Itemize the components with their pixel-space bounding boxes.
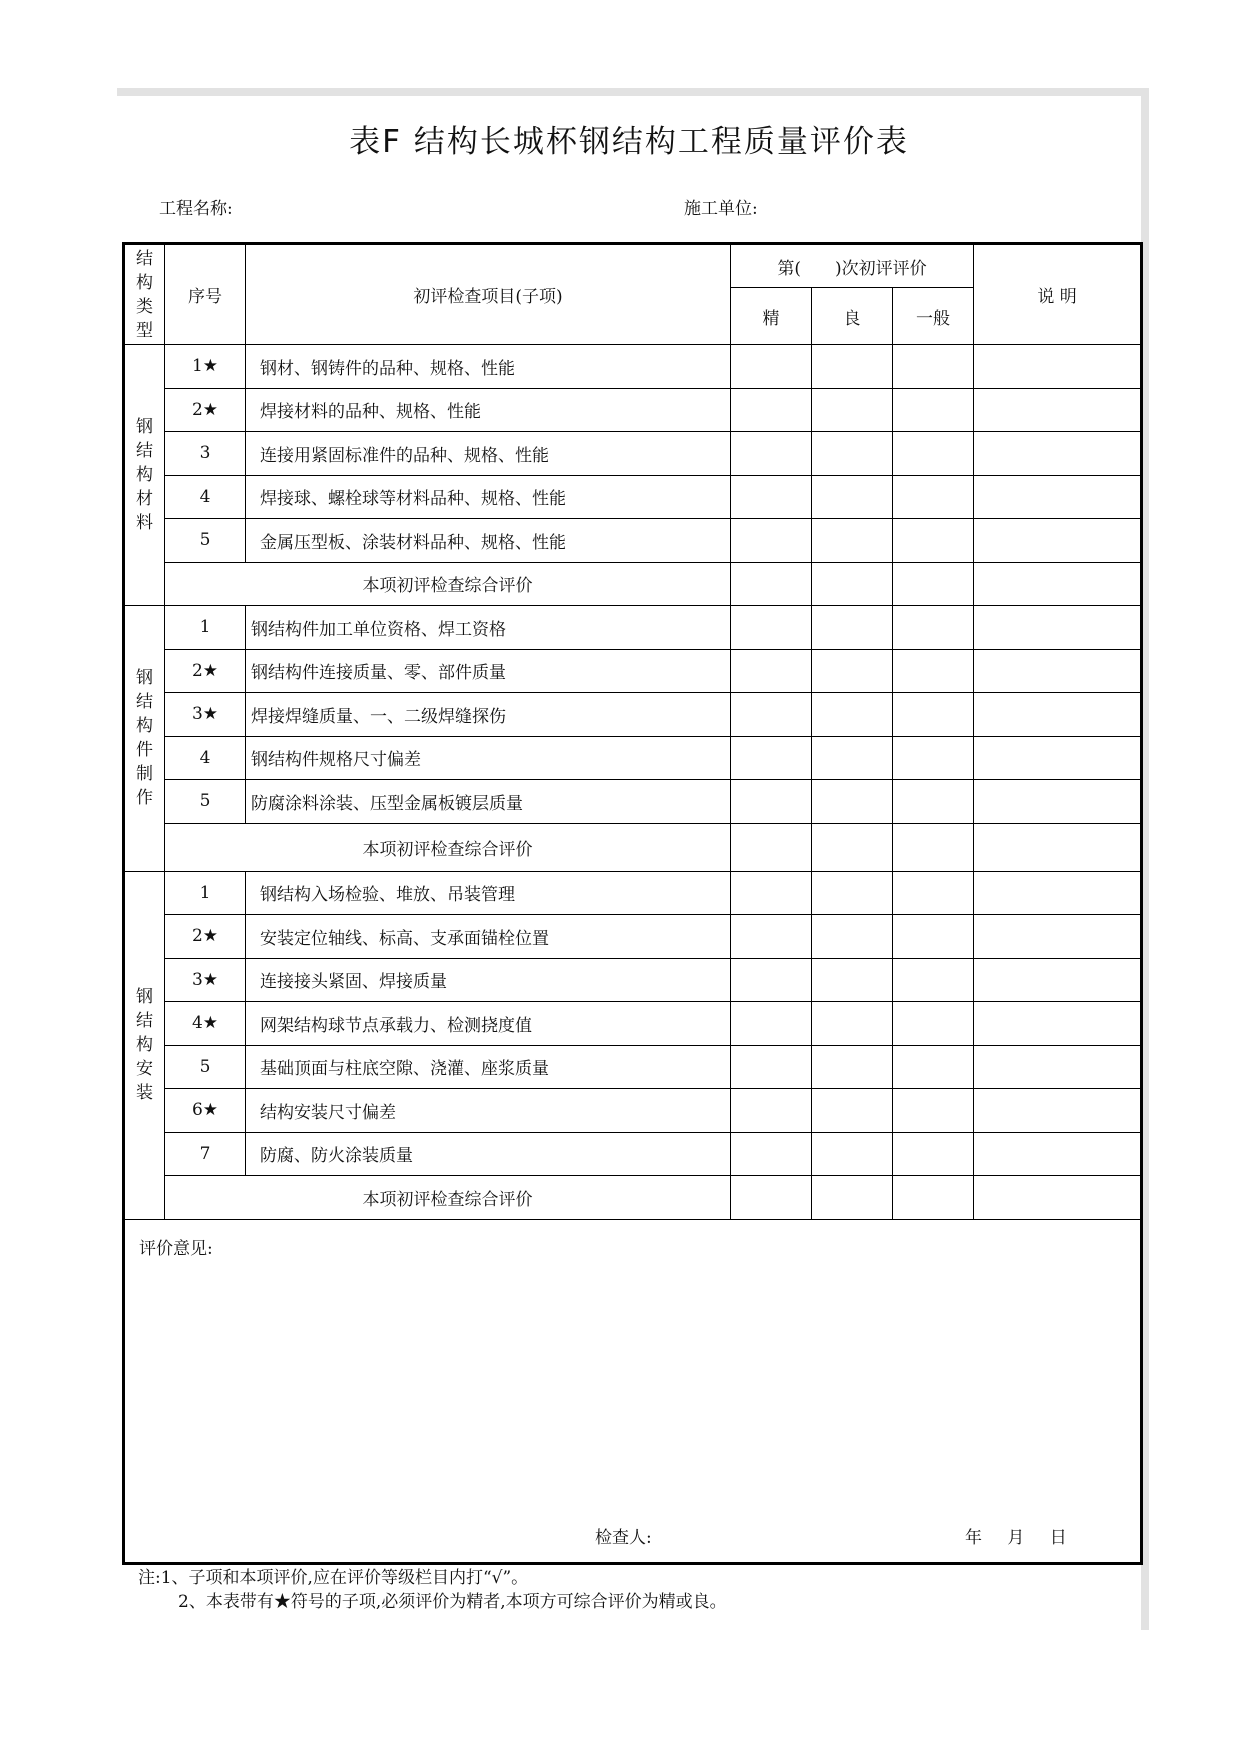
- row-item: 钢结构件规格尺寸偏差: [246, 736, 731, 780]
- header-grade-good: 良: [812, 288, 893, 345]
- grade-average-cell[interactable]: [893, 693, 974, 737]
- grade-average-cell[interactable]: [893, 871, 974, 915]
- comments-area[interactable]: [124, 1219, 1142, 1563]
- grade-average-cell[interactable]: [893, 1045, 974, 1089]
- evaluation-table: [122, 242, 1143, 1565]
- row-seq: 5: [165, 519, 246, 563]
- grade-good-cell[interactable]: [812, 1045, 893, 1089]
- grade-excellent-cell[interactable]: [731, 1132, 812, 1176]
- remarks-cell[interactable]: [974, 606, 1142, 650]
- grade-good-cell[interactable]: [812, 693, 893, 737]
- row-seq: 1: [165, 871, 246, 915]
- row-seq: 4: [165, 736, 246, 780]
- grade-average-cell[interactable]: [893, 519, 974, 563]
- summary-label: 本项初评检查综合评价: [165, 1176, 731, 1220]
- grade-average-cell[interactable]: [893, 823, 974, 871]
- table-row: [124, 1132, 1142, 1176]
- remarks-cell[interactable]: [974, 345, 1142, 389]
- table-row: [124, 519, 1142, 563]
- grade-good-cell[interactable]: [812, 475, 893, 519]
- row-seq: 5: [165, 780, 246, 824]
- grade-excellent-cell[interactable]: [731, 1089, 812, 1133]
- row-item: 钢结构入场检验、堆放、吊装管理: [246, 871, 731, 915]
- grade-excellent-cell[interactable]: [731, 345, 812, 389]
- grade-good-cell[interactable]: [812, 606, 893, 650]
- grade-average-cell[interactable]: [893, 958, 974, 1002]
- grade-good-cell[interactable]: [812, 519, 893, 563]
- grade-good-cell[interactable]: [812, 432, 893, 476]
- section-name: 钢 结 构 材 料: [124, 345, 165, 606]
- remarks-cell[interactable]: [974, 1132, 1142, 1176]
- grade-average-cell[interactable]: [893, 432, 974, 476]
- comments-row: [124, 1219, 1142, 1563]
- row-seq: 2★: [165, 388, 246, 432]
- grade-average-cell[interactable]: [893, 388, 974, 432]
- row-item: 防腐、防火涂装质量: [246, 1132, 731, 1176]
- summary-row: [124, 1176, 1142, 1220]
- grade-excellent-cell[interactable]: [731, 519, 812, 563]
- remarks-cell[interactable]: [974, 780, 1142, 824]
- grade-good-cell[interactable]: [812, 1176, 893, 1220]
- grade-good-cell[interactable]: [812, 958, 893, 1002]
- row-seq: 2★: [165, 649, 246, 693]
- row-seq: 7: [165, 1132, 246, 1176]
- remarks-cell[interactable]: [974, 693, 1142, 737]
- remarks-cell[interactable]: [974, 958, 1142, 1002]
- remarks-cell[interactable]: [974, 475, 1142, 519]
- grade-excellent-cell[interactable]: [731, 958, 812, 1002]
- grade-excellent-cell[interactable]: [731, 780, 812, 824]
- table-row: [124, 780, 1142, 824]
- row-seq: 3★: [165, 693, 246, 737]
- table-row: [124, 871, 1142, 915]
- comments-label: 评价意见:: [139, 1238, 213, 1259]
- table-row: [124, 388, 1142, 432]
- note-2: 2、本表带有★符号的子项,必须评价为精者,本项方可综合评价为精或良。: [178, 1592, 727, 1612]
- row-item: 焊接球、螺栓球等材料品种、规格、性能: [246, 475, 731, 519]
- contractor-label: 施工单位:: [684, 199, 758, 219]
- remarks-cell[interactable]: [974, 1045, 1142, 1089]
- section-name: 钢 结 构 件 制 作: [124, 606, 165, 872]
- notes: [138, 1566, 727, 1614]
- header-grade-excellent: 精: [731, 288, 812, 345]
- note-1: 注:1、子项和本项评价,应在评价等级栏目内打“√”。: [138, 1568, 529, 1588]
- grade-excellent-cell[interactable]: [731, 823, 812, 871]
- header-grade-average: 一般: [893, 288, 974, 345]
- grade-average-cell[interactable]: [893, 780, 974, 824]
- table-row: [124, 345, 1142, 389]
- row-seq: 2★: [165, 915, 246, 959]
- grade-average-cell[interactable]: [893, 1089, 974, 1133]
- row-item: 防腐涂料涂装、压型金属板镀层质量: [246, 780, 731, 824]
- grade-average-cell[interactable]: [893, 736, 974, 780]
- row-item: 安装定位轴线、标高、支承面锚栓位置: [246, 915, 731, 959]
- date-label: 年 月 日: [965, 1527, 1067, 1548]
- grade-good-cell[interactable]: [812, 871, 893, 915]
- remarks-cell[interactable]: [974, 1002, 1142, 1046]
- remarks-cell[interactable]: [974, 388, 1142, 432]
- row-item: 连接接头紧固、焊接质量: [246, 958, 731, 1002]
- grade-good-cell[interactable]: [812, 649, 893, 693]
- grade-excellent-cell[interactable]: [731, 1176, 812, 1220]
- grade-good-cell[interactable]: [812, 915, 893, 959]
- grade-good-cell[interactable]: [812, 562, 893, 606]
- table-row: [124, 1002, 1142, 1046]
- grade-excellent-cell[interactable]: [731, 1045, 812, 1089]
- header-remarks: 说 明: [974, 244, 1142, 345]
- row-seq: 5: [165, 1045, 246, 1089]
- summary-row: [124, 823, 1142, 871]
- grade-good-cell[interactable]: [812, 1132, 893, 1176]
- table-row: [124, 432, 1142, 476]
- remarks-cell[interactable]: [974, 562, 1142, 606]
- grade-excellent-cell[interactable]: [731, 693, 812, 737]
- remarks-cell[interactable]: [974, 1089, 1142, 1133]
- header-seq: 序号: [165, 244, 246, 345]
- grade-excellent-cell[interactable]: [731, 475, 812, 519]
- row-item: 焊接焊缝质量、一、二级焊缝探伤: [246, 693, 731, 737]
- grade-average-cell[interactable]: [893, 606, 974, 650]
- page-frame-top: [117, 88, 1149, 96]
- row-seq: 1: [165, 606, 246, 650]
- table-row: [124, 649, 1142, 693]
- grade-excellent-cell[interactable]: [731, 736, 812, 780]
- grade-good-cell[interactable]: [812, 780, 893, 824]
- header-item: 初评检查项目(子项): [246, 244, 731, 345]
- grade-average-cell[interactable]: [893, 1176, 974, 1220]
- header-round: 第( )次初评评价: [731, 244, 974, 288]
- table-row: [124, 475, 1142, 519]
- remarks-cell[interactable]: [974, 519, 1142, 563]
- summary-label: 本项初评检查综合评价: [165, 823, 731, 871]
- table-row: [124, 915, 1142, 959]
- table-row: [124, 606, 1142, 650]
- grade-average-cell[interactable]: [893, 1132, 974, 1176]
- grade-excellent-cell[interactable]: [731, 562, 812, 606]
- grade-excellent-cell[interactable]: [731, 388, 812, 432]
- grade-good-cell[interactable]: [812, 736, 893, 780]
- row-item: 焊接材料的品种、规格、性能: [246, 388, 731, 432]
- row-item: 连接用紧固标准件的品种、规格、性能: [246, 432, 731, 476]
- remarks-cell[interactable]: [974, 1176, 1142, 1220]
- grade-excellent-cell[interactable]: [731, 1002, 812, 1046]
- grade-average-cell[interactable]: [893, 1002, 974, 1046]
- page-title: 表F 结构长城杯钢结构工程质量评价表: [349, 124, 909, 160]
- grade-good-cell[interactable]: [812, 388, 893, 432]
- remarks-cell[interactable]: [974, 736, 1142, 780]
- grade-good-cell[interactable]: [812, 823, 893, 871]
- grade-good-cell[interactable]: [812, 1002, 893, 1046]
- row-seq: 4★: [165, 1002, 246, 1046]
- grade-excellent-cell[interactable]: [731, 432, 812, 476]
- header-structure-type: 结 构 类 型: [124, 244, 165, 345]
- row-item: 钢结构件连接质量、零、部件质量: [246, 649, 731, 693]
- remarks-cell[interactable]: [974, 649, 1142, 693]
- table-row: [124, 693, 1142, 737]
- remarks-cell[interactable]: [974, 823, 1142, 871]
- remarks-cell[interactable]: [974, 432, 1142, 476]
- table-row: [124, 1089, 1142, 1133]
- grade-average-cell[interactable]: [893, 649, 974, 693]
- row-seq: 4: [165, 475, 246, 519]
- row-seq: 3★: [165, 958, 246, 1002]
- summary-row: [124, 562, 1142, 606]
- grade-good-cell[interactable]: [812, 345, 893, 389]
- table-row: [124, 736, 1142, 780]
- table-row: [124, 958, 1142, 1002]
- row-item: 结构安装尺寸偏差: [246, 1089, 731, 1133]
- remarks-cell[interactable]: [974, 871, 1142, 915]
- row-item: 网架结构球节点承载力、检测挠度值: [246, 1002, 731, 1046]
- grade-average-cell[interactable]: [893, 915, 974, 959]
- grade-good-cell[interactable]: [812, 1089, 893, 1133]
- row-item: 钢材、钢铸件的品种、规格、性能: [246, 345, 731, 389]
- inspector-label: 检查人:: [595, 1527, 652, 1548]
- remarks-cell[interactable]: [974, 915, 1142, 959]
- section-name: 钢 结 构 安 装: [124, 871, 165, 1219]
- row-seq: 3: [165, 432, 246, 476]
- grade-average-cell[interactable]: [893, 475, 974, 519]
- grade-excellent-cell[interactable]: [731, 871, 812, 915]
- row-item: 金属压型板、涂装材料品种、规格、性能: [246, 519, 731, 563]
- row-seq: 6★: [165, 1089, 246, 1133]
- grade-average-cell[interactable]: [893, 345, 974, 389]
- summary-label: 本项初评检查综合评价: [165, 562, 731, 606]
- grade-excellent-cell[interactable]: [731, 606, 812, 650]
- grade-excellent-cell[interactable]: [731, 915, 812, 959]
- table-row: [124, 1045, 1142, 1089]
- row-seq: 1★: [165, 345, 246, 389]
- row-item: 钢结构件加工单位资格、焊工资格: [246, 606, 731, 650]
- grade-average-cell[interactable]: [893, 562, 974, 606]
- row-item: 基础顶面与柱底空隙、浇灌、座浆质量: [246, 1045, 731, 1089]
- grade-excellent-cell[interactable]: [731, 649, 812, 693]
- project-name-label: 工程名称:: [159, 199, 233, 219]
